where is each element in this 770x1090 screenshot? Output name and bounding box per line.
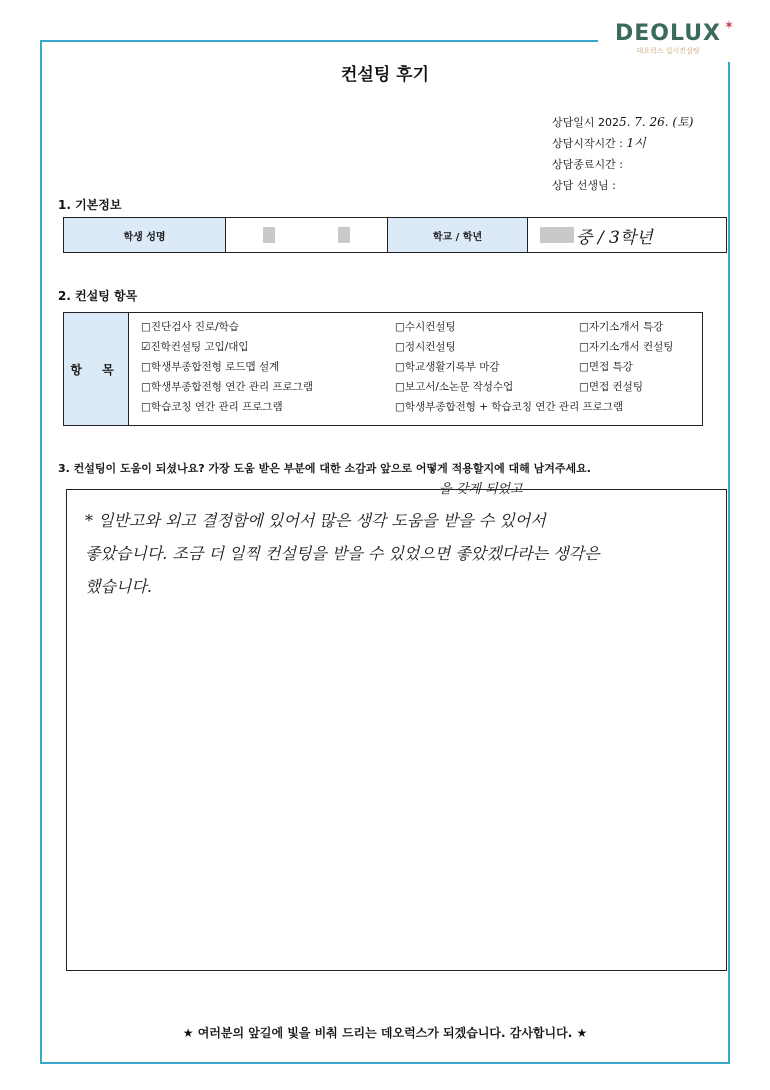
logo-name: DEOLUX: [614, 21, 722, 46]
review-line: 했습니다.: [85, 577, 152, 596]
star-icon: ✶: [723, 18, 734, 32]
item-annual-record: □학생부종합전형 연간 관리 프로그램: [141, 381, 314, 393]
item-annual-coaching: □학습코칭 연간 관리 프로그램: [141, 401, 283, 413]
review-line: 좋았습니다. 조금 더 일찍 컨설팅을 받을 수 있었으면 좋았겠다라는 생각은: [85, 544, 600, 563]
item-report: □보고서/소논문 작성수업: [395, 381, 514, 393]
items-label: 항 목: [64, 313, 129, 425]
item-jeongsi: □정시컨설팅: [395, 341, 456, 353]
consult-end: 상담종료시간 :: [552, 158, 623, 171]
item-susi: □수시컨설팅: [395, 321, 456, 333]
review-line: * 일반고와 외고 결정함에 있어서 많은 생각 도움을 받을 수 있어서: [85, 511, 546, 530]
student-name-label: 학생 성명: [64, 218, 226, 252]
item-record-close: □학교생활기록부 마감: [395, 361, 500, 373]
item-diagnosis: □진단검사 진로/학습: [141, 321, 239, 333]
consult-meta: [552, 112, 693, 196]
item-interview-lecture: □면접 특강: [579, 361, 633, 373]
items-col-3: [579, 317, 673, 397]
page-title: 컨설팅 후기: [340, 65, 430, 85]
item-admission: ☑진학컨설팅 고입/대입: [141, 341, 249, 353]
items-col-1: [141, 317, 313, 417]
school-value: 중 / 3학년: [528, 218, 726, 252]
items-table: [63, 312, 703, 426]
item-roadmap: □학생부종합전형 로드맵 설계: [141, 361, 280, 373]
section-items-title: 2. 컨설팅 항목: [58, 289, 138, 303]
item-combined: □학생부종합전형 + 학습코칭 연간 관리 프로그램: [395, 401, 624, 413]
review-box: [66, 482, 727, 971]
review-text: [85, 504, 705, 603]
consult-date-value: 5. 7. 26. (토): [619, 115, 694, 129]
school-label: 학교 / 학년: [388, 218, 528, 252]
logo: [598, 18, 738, 62]
consult-start-value: 1시: [626, 136, 646, 150]
basic-info-table: [63, 217, 727, 253]
review-question: 3. 컨설팅이 도움이 되셨나요? 가장 도움 받은 부분에 대한 소감과 앞으로 어떻게 적용할지에 대해 남겨주세요.: [58, 462, 591, 475]
section-basic-title: 1. 기본정보: [58, 198, 122, 212]
consult-date: 상담일시 2025. 7. 26. (토): [552, 115, 694, 129]
footer-message: ★ 여러분의 앞길에 빛을 비춰 드리는 데오럭스가 되겠습니다. 감사합니다. ★: [182, 1026, 588, 1040]
item-essay-lecture: □자기소개서 특강: [579, 321, 664, 333]
item-essay-consult: □자기소개서 컨설팅: [579, 341, 674, 353]
consult-start: 상담시작시간 : 1시: [552, 136, 646, 150]
review-insert: 을 갖게 되었고: [439, 482, 523, 497]
student-name-redacted: [226, 218, 388, 252]
item-interview-consult: □면접 컨설팅: [579, 381, 643, 393]
items-body: [129, 313, 702, 425]
consult-teacher: 상담 선생님 :: [552, 179, 616, 192]
logo-subtitle: 데오럭스 입시컨설팅: [636, 47, 700, 55]
